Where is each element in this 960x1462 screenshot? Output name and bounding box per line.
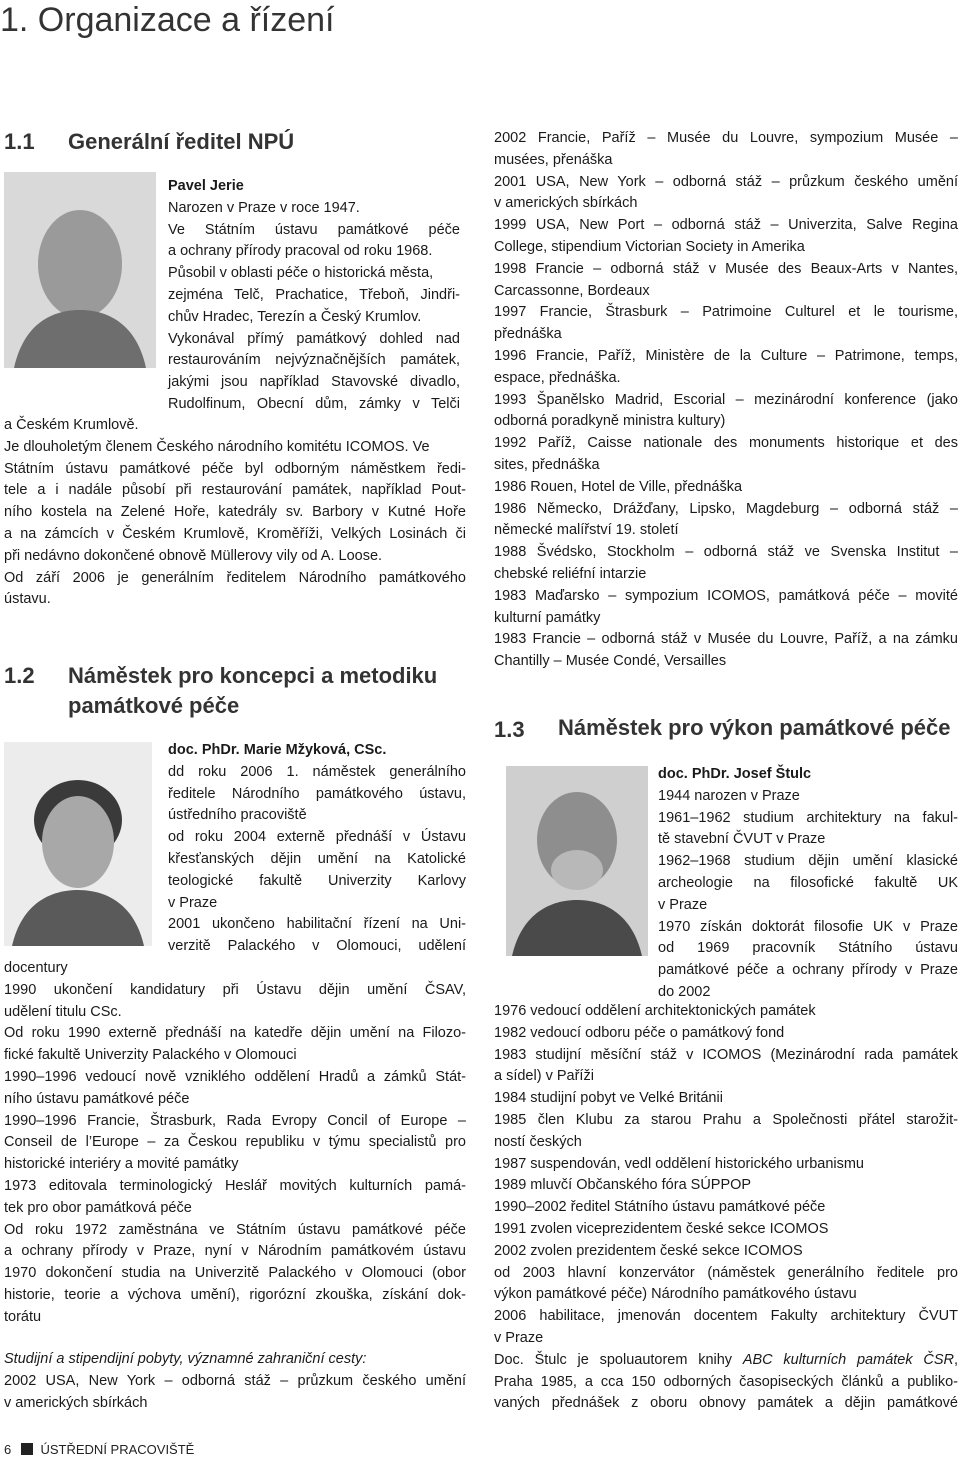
- text-line: a ochrany přírody pracoval od roku 1968.: [168, 243, 433, 260]
- text-line: historické interiéry a movité památky: [4, 1156, 239, 1173]
- text-line: při nedávno dokončené obnově Müllerovy vily od A. Loose.: [4, 547, 383, 564]
- text-line: Narozen v Praze v roce 1947.: [168, 199, 360, 216]
- text-line: a sídel) v Paříži: [494, 1068, 594, 1085]
- text-line: Státním ústavu památkové péče byl odborným náměstkem ředi-: [4, 460, 466, 477]
- text-line: tele a i nadále působí při restaurování památek, například Pout-: [4, 482, 466, 499]
- text-line: 2002 USA, New York – odborná stáž – průzkum českého umění: [4, 1372, 466, 1389]
- text-line: přednáška: [494, 326, 562, 343]
- text-line: ředitele Národního památkového ústavu,: [168, 785, 466, 802]
- text-line: 1991 zvolen viceprezidentem české sekce ICOMOS: [494, 1220, 829, 1237]
- text-line: do 2002: [658, 983, 711, 1000]
- text-line: Conseil de l’Europe – za Českou republiku v týmu specialistů pro: [4, 1134, 466, 1151]
- text-line: 2001 ukončeno habilitační řízení na Uni-: [168, 916, 466, 933]
- stulc-name: doc. PhDr. Josef Štulc: [658, 766, 812, 782]
- text-line: 1987 suspendován, vedl oddělení historického urbanismu: [494, 1155, 864, 1172]
- text-line: fické fakultě Univerzity Palackého v Olomouci: [4, 1047, 297, 1064]
- text-line: 1970 dokončení studia na Univerzitě Palackého v Olomouci (obor: [4, 1265, 466, 1282]
- text-line: Vykonával přímý památkový dohled nad: [168, 330, 460, 347]
- right-column-stays: [494, 128, 958, 673]
- text-line: musées, přenáška: [494, 151, 613, 168]
- section-1-2-title-line1: Náměstek pro koncepci a metodiku: [68, 663, 438, 688]
- mzykova-bio: [4, 958, 466, 1329]
- text-line: [494, 1350, 958, 1372]
- text-line: College, stipendium Victorian Society in Amerika: [494, 238, 805, 255]
- text-line: 2001 USA, New York – odborná stáž – průzkum českého umění: [494, 173, 958, 190]
- text-line: tě stavební ČVUT v Praze: [658, 831, 826, 848]
- text-line: 1986 Rouen, Hotel de Ville, přednáška: [494, 478, 743, 495]
- text-line: od 2003 hlavní konzervátor (náměstek generálního ředitele pro: [494, 1264, 958, 1281]
- text-line: espace, přednáška.: [494, 369, 621, 386]
- text-line: 1993 Španělsko Madrid, Escorial – mezinárodní konference (jako: [494, 391, 958, 408]
- page-footer: [4, 1442, 194, 1458]
- stays-heading: Studijní a stipendijní pobyty, významné zahraniční cesty:: [4, 1351, 367, 1367]
- section-1-1-title: Generální ředitel NPÚ: [68, 129, 295, 154]
- text-line: 1997 Francie, Štrasburk – Patrimoine Culturel et le tourisme,: [494, 304, 958, 321]
- text-line: zejména Telč, Prachatice, Třeboň, Jindři-: [168, 286, 460, 303]
- text-line: Carcassonne, Bordeaux: [494, 282, 650, 299]
- text-line: Působil v oblasti péče o historická města,: [168, 265, 434, 282]
- text-line: jakými jsou například Stavovské divadlo,: [168, 374, 460, 391]
- text-line: chebské reliéfní intarzie: [494, 565, 647, 582]
- text-line: v Praze: [658, 896, 708, 913]
- text-line: torátu: [4, 1308, 42, 1325]
- text-line: 1976 vedoucí oddělení architektonických památek: [494, 1003, 816, 1019]
- text-line: 1944 narozen v Praze: [658, 787, 800, 804]
- text-line: 1961–1962 studium architektury na fakul-: [658, 809, 958, 826]
- text-line: Chantilly – Musée Condé, Versailles: [494, 653, 727, 670]
- text-line: tek pro obor památková péče: [4, 1199, 192, 1216]
- text-line: 1989 mluvčí Občanského fóra SÚPPOP: [494, 1177, 752, 1194]
- text-line: restaurováním nejvýznačnějších památek,: [168, 352, 460, 369]
- section-1-2-number: 1.2: [4, 663, 35, 688]
- text-line: 1992 Paříž, Caisse nationale des monuments historique et des: [494, 435, 958, 452]
- page-number: 6: [4, 1442, 12, 1457]
- text-line: odborná poradkyně ministra kultury): [494, 413, 726, 430]
- section-1-3-title: Náměstek pro výkon památkové péče: [558, 715, 951, 740]
- text-line: Od září 2006 je generálním ředitelem Národního památkového: [4, 569, 466, 586]
- text-line: Ve Státním ústavu památkové péče: [168, 221, 460, 238]
- jerie-bio: [4, 415, 466, 611]
- text-line: 1973 editovala terminologický Heslář movitých kulturních pamá-: [4, 1177, 466, 1194]
- text-line: německé malířství 19. století: [494, 522, 679, 539]
- stulc-bio: [494, 1001, 958, 1415]
- portrait-placeholder-icon: [506, 766, 648, 956]
- text-line: 2002 zvolen prezidentem české sekce ICOMOS: [494, 1242, 803, 1259]
- mzykova-stays: [4, 1349, 466, 1414]
- text-line: v amerických sbírkách: [4, 1394, 148, 1411]
- text-line: dd roku 2006 1. náměstek generálního: [168, 763, 466, 780]
- text-line: Praha 1985, a cca 150 odborných časopiseckých článků a publiko-: [494, 1373, 958, 1390]
- text-line: 1983 studijní měsíční stáž v ICOMOS (Mezinárodní rada památek: [494, 1046, 958, 1063]
- portrait-marie-mzykova: [4, 742, 152, 946]
- text-line: Od roku 1990 externě přednáší na katedře dějin umění na Filozo-: [4, 1025, 466, 1042]
- text-line: kulturní památky: [494, 609, 601, 626]
- text-line: 2002 Francie, Paříž – Musée du Louvre, sympozium Musée –: [494, 130, 958, 146]
- text-line: ností českých: [494, 1133, 582, 1150]
- footer-label: ÚSTŘEDNÍ PRACOVIŠTĚ: [40, 1442, 195, 1457]
- text-line: 1999 USA, New Port – odborná stáž – Univerzita, Salve Regina: [494, 217, 958, 234]
- text-line: 2006 habilitace, jmenován docentem Fakulty architektury ČVUT: [494, 1308, 958, 1325]
- text-line: ního ústavu památkové péče: [4, 1090, 190, 1107]
- text-line: Rudolfinum, Obecní dům, zámky v Telči: [168, 395, 460, 412]
- text-line: 1985 člen Klubu za starou Prahu a Společnosti přátel starožit-: [494, 1111, 958, 1128]
- text-line: sites, přednáška: [494, 456, 600, 473]
- portrait-josef-stulc: [506, 766, 648, 956]
- text-line: křesťanských dějin umění na Katolické: [168, 850, 466, 867]
- text-line: 1970 získán doktorát filosofie UK v Praze: [658, 918, 958, 935]
- text-line: Od roku 1972 zaměstnána ve Státním ústavu památkové péče: [4, 1221, 466, 1238]
- portrait-pavel-jerie: [4, 172, 156, 368]
- text-line: 1998 Francie – odborná stáž v Musée des Beaux-Arts v Nantes,: [494, 260, 958, 277]
- text-line: Je dlouholetým členem Českého národního komitétu ICOMOS. Ve: [4, 438, 430, 455]
- text-line: 1982 vedoucí odboru péče o památkový fond: [494, 1024, 785, 1041]
- text-line: v Praze: [168, 894, 218, 911]
- text-line: a na zámcích v Českém Krumlově, Kroměříži, Velkých Losinách či: [4, 525, 466, 542]
- text-line: teologické fakultě Univerzity Karlovy: [168, 872, 466, 889]
- text-line: 1990–1996 Francie, Štrasburk, Rada Evropy Concil of Europe –: [4, 1112, 466, 1129]
- text-line: 1983 Maďarsko – sympozium ICOMOS, památková péče – movité: [494, 587, 958, 604]
- text-line: v Praze: [494, 1329, 544, 1346]
- chapter-title: 1. Organizace a řízení: [0, 1, 335, 39]
- section-1-3-number: 1.3: [494, 717, 525, 742]
- text-line: vaných přednášek z oboru obnovy památek a dějin památkové: [494, 1395, 958, 1412]
- text-line: 1986 Německo, Drážďany, Lipsko, Magdeburg – odborná stáž –: [494, 500, 958, 517]
- text-line: a ochrany přírody v Praze, nyní v Národním památkovém ústavu: [4, 1243, 466, 1260]
- text-line: docentury: [4, 960, 68, 976]
- text-line: 1984 studijní pobyt ve Velké Británii: [494, 1090, 723, 1107]
- text-line: 1983 Francie – odborná stáž v Musée du Louvre, Paříž, a na zámku: [494, 631, 958, 648]
- mzykova-name: doc. PhDr. Marie Mžyková, CSc.: [168, 742, 387, 758]
- text-span: Doc. Štulc je spoluautorem knihy: [494, 1351, 743, 1368]
- text-line: chův Hradec, Terezín a Český Krumlov.: [168, 308, 422, 325]
- stulc-intro: [658, 764, 958, 1004]
- footer-square-icon: [21, 1443, 33, 1455]
- text-line: od roku 2004 externě přednáší v Ústavu: [168, 829, 466, 846]
- text-line: 1962–1968 studium dějin umění klasické: [658, 853, 958, 870]
- text-line: 1990–1996 vedoucí nově vzniklého oddělení Hradů a zámků Stát-: [4, 1068, 466, 1085]
- portrait-placeholder-icon: [4, 742, 152, 946]
- text-line: 1988 Švédsko, Stockholm – odborná stáž ve Svenska Institut –: [494, 544, 958, 561]
- jerie-intro: [168, 176, 460, 416]
- text-line: výkon památkové péče) Národního památkového ústavu: [494, 1286, 857, 1303]
- text-line: 1996 Francie, Paříž, Ministère de la Culture – Patrimone, temps,: [494, 347, 958, 364]
- text-line: od 1969 pracovník Státního ústavu: [658, 940, 958, 957]
- book-title: ABC kulturních památek ČSR: [742, 1351, 954, 1368]
- text-line: verzitě Palackého v Olomouci, udělení: [168, 938, 466, 955]
- text-line: udělení titulu CSc.: [4, 1003, 122, 1020]
- mzykova-intro: [168, 740, 466, 958]
- jerie-name: Pavel Jerie: [168, 178, 244, 194]
- section-1-2-title-line2: památkové péče: [68, 693, 240, 718]
- text-line: ního kostela na Zelené Hoře, katedrály sv. Barbory v Kutné Hoře: [4, 504, 466, 521]
- portrait-placeholder-icon: [4, 172, 156, 368]
- section-1-1-number: 1.1: [4, 129, 35, 154]
- text-line: ústředního pracoviště: [168, 807, 307, 824]
- text-line: ústavu.: [4, 591, 51, 608]
- text-span: ,: [953, 1351, 959, 1368]
- text-line: historie, teorie a výchova umění), rigorózní zkouška, získání dok-: [4, 1286, 466, 1303]
- text-line: a Českém Krumlově.: [4, 417, 139, 433]
- text-line: archeologie na filosofické fakultě UK: [658, 874, 958, 891]
- text-line: v amerických sbírkách: [494, 195, 638, 212]
- text-line: 1990–2002 ředitel Státního ústavu památkové péče: [494, 1199, 826, 1216]
- text-line: 1990 ukončení kandidatury při Ústavu dějin umění ČSAV,: [4, 981, 466, 998]
- text-line: památkové péče a ochrany přírody v Praze: [658, 962, 958, 979]
